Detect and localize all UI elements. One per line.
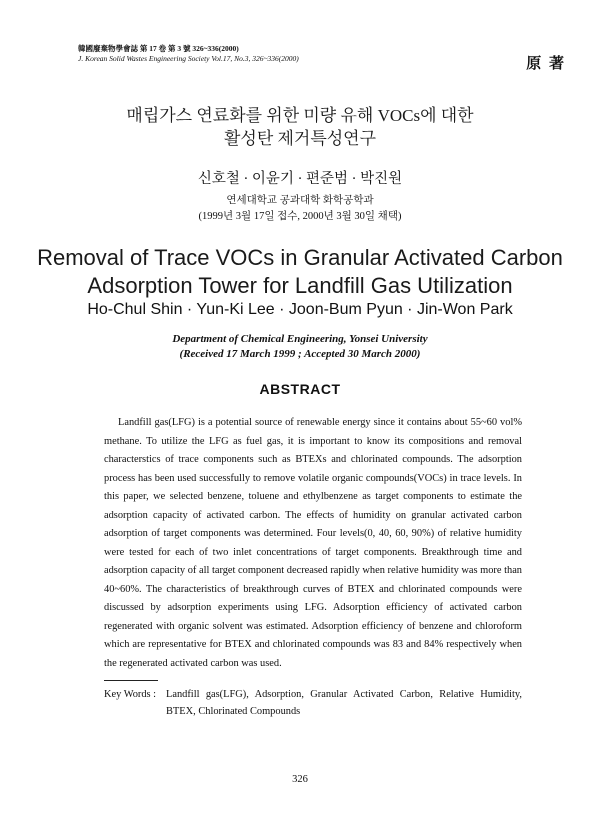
page-number: 326 xyxy=(292,774,308,785)
title-korean-line1: 매립가스 연료화를 위한 미량 유해 VOCs에 대한 xyxy=(126,106,474,125)
title-english-line1: Removal of Trace VOCs in Granular Activated Carbon xyxy=(37,245,563,270)
journal-citation-en: J. Korean Solid Wastes Engineering Society Vol.17, No.3, 326~336(2000) xyxy=(78,54,299,63)
title-korean xyxy=(0,104,600,150)
title-english xyxy=(0,244,600,300)
title-korean-line2: 활성탄 제거특성연구 xyxy=(223,129,377,148)
affiliation-korean xyxy=(0,193,600,225)
abstract-heading: ABSTRACT xyxy=(259,381,341,397)
affiliation-korean-dept: 연세대학교 공과대학 화학공학과 xyxy=(226,195,374,206)
abstract-body: Landfill gas(LFG) is a potential source of renewable energy since it contains about 55~60 vol% methane. To utilize the LFG as fuel gas, it is important to know its compositions and removal characterstics of trace components such as BTEXs and chlorinated compounds. The adsorption process has been used successfully to remove volatile organic compounds(VOCs) in trace levels. In this paper, we selected benzene, toluene and ethylbenzene as target components to estimate the adsorption capacity of activated carbon. The effects of humidity on granular activated carbon adsorption of target components was determined. Four levels(0, 40, 60, 90%) of relative humidity were tested for each of two inlet concentrations of target components. Breakthrough time and adsorption capacity of all target component decreased rapidly when relative humidity was more than 40~60%. The characteristics of breakthrough curves of BTEX and chlorinated compounds were discussed by adsorption experiments using LFG. Adsorption efficiency of activated carbon regenerated with organic solvent was estimated. Adsorption efficiency of benzene and chloroform which are representative for BTEX and chlorinated compounds was 83 and 84% respectively when the regenerated activated carbon was used. xyxy=(104,417,522,669)
affiliation-english xyxy=(0,332,600,362)
journal-citation-ko: 韓國廢棄物學會誌 第 17 卷 第 3 號 326~336(2000) xyxy=(78,44,239,53)
affiliation-korean-dates: (1999년 3월 17일 접수, 2000년 3월 30일 채택) xyxy=(198,211,402,222)
keywords-text: Landfill gas(LFG), Adsorption, Granular Activated Carbon, Relative Humidity, BTEX, Chlorinated Compounds xyxy=(166,689,522,717)
title-english-line2: Adsorption Tower for Landfill Gas Utilization xyxy=(87,273,513,298)
journal-header xyxy=(78,44,299,64)
affiliation-english-dates: (Received 17 March 1999 ; Accepted 30 March 2000) xyxy=(179,348,421,360)
affiliation-english-dept: Department of Chemical Engineering, Yonsei University xyxy=(172,333,428,345)
keywords-label: Key Words : xyxy=(104,689,157,700)
authors-korean: 신호철 · 이윤기 · 편준범 · 박진원 xyxy=(197,171,403,187)
keywords-divider xyxy=(104,680,158,681)
authors-english: Ho-Chul Shin · Yun-Ki Lee · Joon-Bum Pyun · Jin-Won Park xyxy=(87,301,513,318)
article-type-label: 原 著 xyxy=(526,56,566,72)
